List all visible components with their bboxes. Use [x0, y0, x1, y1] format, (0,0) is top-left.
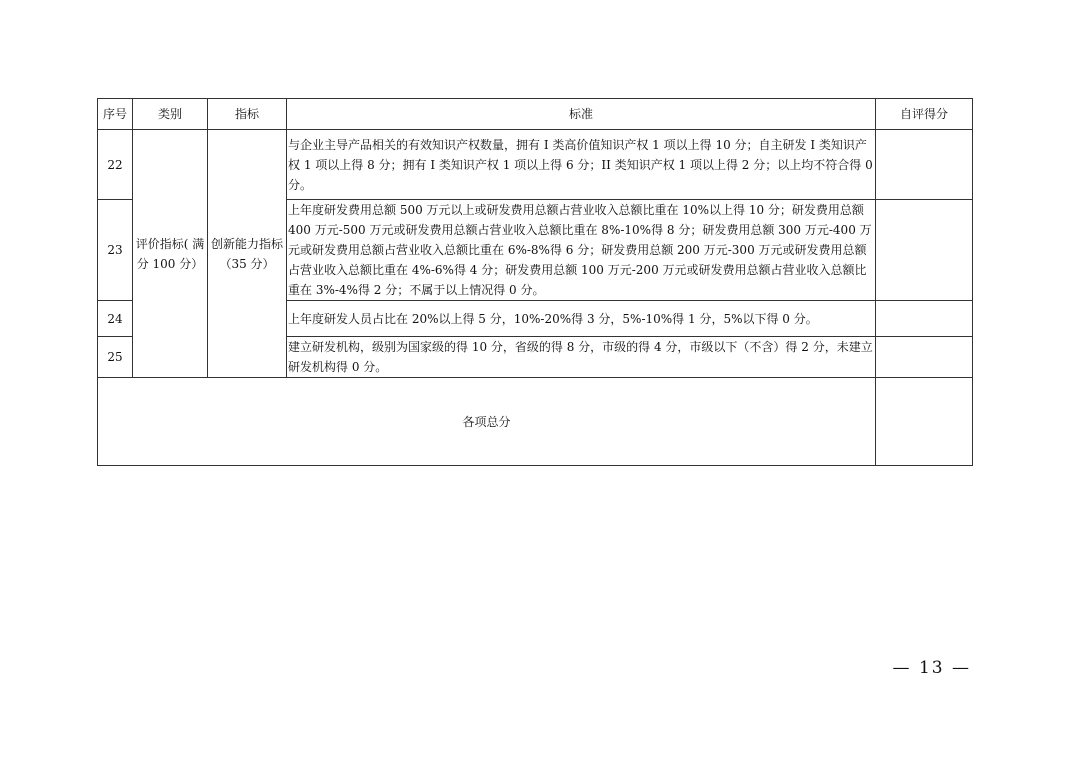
- category-cell: 评价指标( 满分 100 分）: [133, 130, 208, 378]
- header-seq: 序号: [98, 99, 133, 130]
- header-indicator: 指标: [208, 99, 287, 130]
- row-self-score[interactable]: [876, 130, 973, 200]
- header-self-score: 自评得分: [876, 99, 973, 130]
- header-category: 类别: [133, 99, 208, 130]
- total-self-score[interactable]: [876, 378, 973, 466]
- page-number: — 13 —: [892, 658, 971, 678]
- row-seq: 22: [98, 130, 133, 200]
- table-row: [98, 130, 973, 200]
- row-seq: 24: [98, 301, 133, 337]
- row-self-score[interactable]: [876, 301, 973, 337]
- row-standard: 上年度研发人员占比在 20%以上得 5 分，10%-20%得 3 分，5%-10%得 1 分，5%以下得 0 分。: [287, 301, 876, 337]
- indicator-cell: 创新能力指标（35 分）: [208, 130, 287, 378]
- table-header-row: [98, 99, 973, 130]
- row-standard: 上年度研发费用总额 500 万元以上或研发费用总额占营业收入总额比重在 10%以上得 10 分；研发费用总额 400 万元-500 万元或研发费用总额占营业收入总额比重在 8%-10%得 8 分；研发费用总额 300 万元-400 万元或研发费用总额占营业收入总额比重在 6%-8%得 6 分；研发费用总额 200 万元-300 万元或研发费用总额占营业收入总额比重在 4%-6%得 4 分；研发费用总额 100 万元-200 万元或研发费用总额占营业收入总额比重在 3%-4%得 2 分；不属于以上情况得 0 分。: [287, 200, 876, 301]
- row-self-score[interactable]: [876, 200, 973, 301]
- scoring-table: [97, 98, 973, 466]
- header-standard: 标准: [287, 99, 876, 130]
- row-standard: 与企业主导产品相关的有效知识产权数量，拥有 I 类高价值知识产权 1 项以上得 10 分；自主研发 I 类知识产权 1 项以上得 8 分；拥有 I 类知识产权 1 项以上得 6 分；II 类知识产权 1 项以上得 2 分；以上均不符合得 0 分。: [287, 130, 876, 200]
- row-seq: 25: [98, 337, 133, 378]
- row-standard: 建立研发机构，级别为国家级的得 10 分，省级的得 8 分，市级的得 4 分，市级以下（不含）得 2 分，未建立研发机构得 0 分。: [287, 337, 876, 378]
- total-label: 各项总分: [98, 378, 876, 466]
- row-self-score[interactable]: [876, 337, 973, 378]
- total-row: [98, 378, 973, 466]
- row-seq: 23: [98, 200, 133, 301]
